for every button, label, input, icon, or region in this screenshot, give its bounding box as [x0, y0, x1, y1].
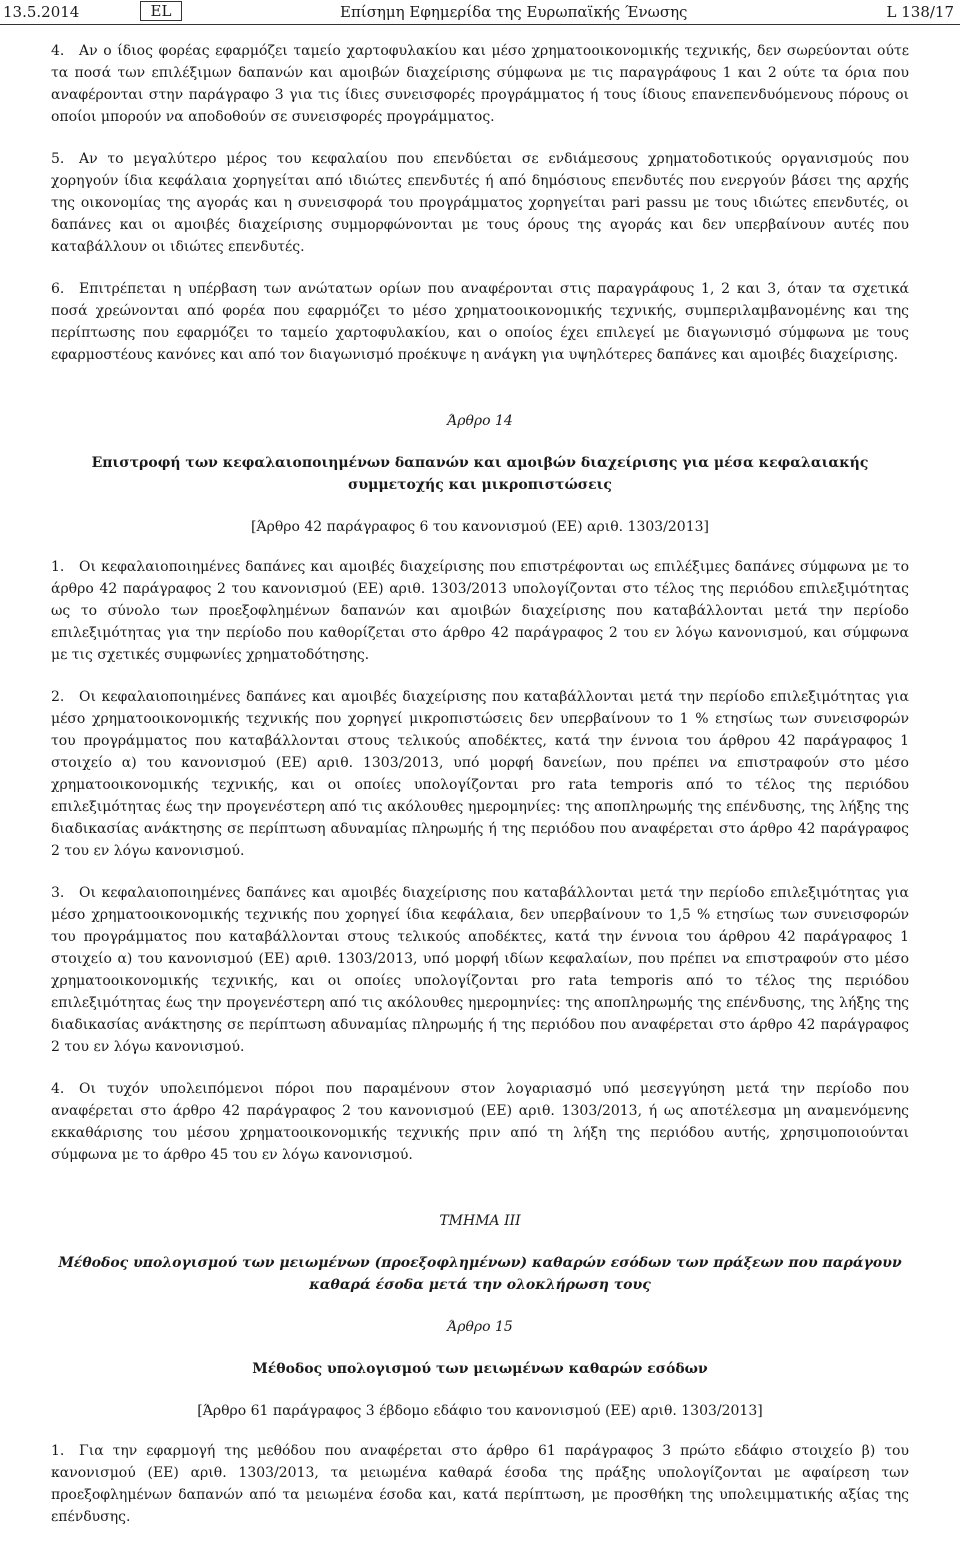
article14-paragraph-3	[51, 882, 909, 1058]
paragraph-number: 1.	[51, 559, 65, 575]
paragraph-number: 6.	[51, 281, 65, 297]
article14-label: Άρθρο 14	[447, 413, 513, 429]
paragraph-text: Οι τυχόν υπολειπόμενοι πόροι που παραμένουν στον λογαριασμό υπό μεσεγγύηση μετά την περίοδο που αναφέρεται στο άρθρο 42 παράγραφος 2 του κανονισμού (ΕΕ) αριθ. 1303/2013, ή ως αποτέλεσμα μη αναμενόμενης εκκαθάρισης του μέσου χρηματοοικονομικής τεχνικής πριν από τη λήξη της περιόδου αυτής, χρησιμοποιούνται σύμφωνα με το άρθρο 45 του εν λόγω κανονισμού.	[51, 1081, 909, 1163]
article13-paragraph-6	[51, 278, 909, 366]
paragraph-text: Για την εφαρμογή της μεθόδου που αναφέρεται στο άρθρο 61 παράγραφος 3 πρώτο εδάφιο στοιχείο β) του κανονισμού (ΕΕ) αριθ. 1303/2013, τα μειωμένα καθαρά έσοδα της πράξης υπολογίζονται με αφαίρεση των προεξοφλημένων δαπανών από τα μειωμένα έσοδα και, κατά περίπτωση, με προσθήκη της υπολειμματικής αξίας της επένδυσης.	[51, 1443, 909, 1525]
article14-paragraph-1	[51, 556, 909, 666]
paragraph-text: Οι κεφαλαιοποιημένες δαπάνες και αμοιβές διαχείρισης που καταβάλλονται μετά την περίοδο επιλεξιμότητας για μέσο χρηματοοικονομικής τεχνικής που χορηγεί ίδια κεφάλαια, δεν υπερβαίνουν το 1,5 % ετησίως των συνεισφορών του προγράμματος που καταβάλλονται στους τελικούς αποδέκτες, κατά την έννοια του άρθρου 42 παράγραφος 1 στοιχείο α) του κανονισμού (ΕΕ) αριθ. 1303/2013, υπό μορφή ιδίων κεφαλαίων, που πρέπει να επιστραφούν στο μέσο χρηματοοικονομικής τεχνικής, και οι οποίες υπολογίζονται pro rata temporis από το τέλος της περιόδου επιλεξιμότητας έως την προγενέστερη από τις ακόλουθες ημερομηνίες: της αποπληρωμής της επένδυσης, της λήξης της διαδικασίας ανάκτησης σε περίπτωση αδυναμίας πληρωμής ή της περιόδου που αναφέρεται στο άρθρο 42 παράγραφος 2 του εν λόγω κανονισμού.	[51, 885, 909, 1055]
language-code-box: EL	[140, 1, 182, 21]
paragraph-number: 1.	[51, 1443, 65, 1459]
paragraph-number: 3.	[51, 885, 65, 901]
article14-reference: [Άρθρο 42 παράγραφος 6 του κανονισμού (ΕΕ) αριθ. 1303/2013]	[251, 519, 709, 535]
paragraph-number: 5.	[51, 151, 65, 167]
article15-label: Άρθρο 15	[447, 1319, 513, 1335]
article15-paragraph-1	[51, 1440, 909, 1528]
page-header	[0, 0, 960, 26]
paragraph-number: 4.	[51, 43, 65, 59]
paragraph-number: 2.	[51, 689, 65, 705]
article14-paragraph-4	[51, 1078, 909, 1166]
journal-title: Επίσημη Εφημερίδα της Ευρωπαϊκής Ένωσης	[340, 3, 688, 21]
header-rule	[0, 24, 960, 25]
paragraph-text: Αν το μεγαλύτερο μέρος του κεφαλαίου που επενδύεται σε ενδιάμεσους χρηματοδοτικούς οργανισμούς που χορηγούν ίδια κεφάλαια χορηγείται από ιδιώτες επενδυτές ή από δημόσιους επενδυτές που ενεργούν βάσει της αρχής της οικονομίας της αγοράς και η συνεισφορά του προγράμματος χορηγείται pari passu με τους ιδιώτες επενδυτές, οι δαπάνες και οι αμοιβές διαχείρισης συμμορφώνονται με τους όρους της αγοράς και δεν υπερβαίνουν αυτές που καταβάλλουν οι ιδιώτες επενδυτές.	[51, 151, 909, 255]
page-number: L 138/17	[886, 3, 954, 21]
paragraph-text: Επιτρέπεται η υπέρβαση των ανώτατων ορίων που αναφέρονται στις παραγράφους 1, 2 και 3, όταν τα σχετικά ποσά χρεώνονται από φορέα που εφαρμόζει το μέσο χρηματοοικονομικής τεχνικής, συμπεριλαμβανομένης και της περίπτωσης που εφαρμόζει το ταμείο χαρτοφυλακίου, και ο οποίος έχει επιλεγεί με διαγωνισμό σύμφωνα με τους εφαρμοστέους κανόνες και από τον διαγωνισμό προέκυψε η ανάγκη για υψηλότερες δαπάνες και αμοιβές διαχείρισης.	[51, 281, 909, 363]
section3-title: Μέθοδος υπολογισμού των μειωμένων (προεξοφλημένων) καθαρών εσόδων των πράξεων που παράγουν καθαρά έσοδα μετά την ολοκλήρωση τους	[58, 1255, 902, 1293]
publication-date: 13.5.2014	[3, 3, 80, 21]
article14-paragraph-2	[51, 686, 909, 862]
paragraph-text: Οι κεφαλαιοποιημένες δαπάνες και αμοιβές διαχείρισης που καταβάλλονται μετά την περίοδο επιλεξιμότητας για μέσο χρηματοοικονομικής τεχνικής που χορηγεί μικροπιστώσεις δεν υπερβαίνουν το 1 % ετησίως των συνεισφορών του προγράμματος που καταβάλλονται στους τελικούς αποδέκτες, κατά την έννοια του άρθρου 42 παράγραφος 1 στοιχείο α) του κανονισμού (ΕΕ) αριθ. 1303/2013, υπό μορφή δανείων, που πρέπει να επιστραφούν στο μέσο χρηματοοικονομικής τεχνικής, και οι οποίες υπολογίζονται pro rata temporis από το τέλος της περιόδου επιλεξιμότητας έως την προγενέστερη από τις ακόλουθες ημερομηνίες: της αποπληρωμής της επένδυσης, της λήξης της διαδικασίας ανάκτησης σε περίπτωση αδυναμίας πληρωμής ή της περιόδου που αναφέρεται στο άρθρο 42 παράγραφος 2 του εν λόγω κανονισμού.	[51, 689, 909, 859]
article15-reference: [Άρθρο 61 παράγραφος 3 έβδομο εδάφιο του κανονισμού (ΕΕ) αριθ. 1303/2013]	[197, 1403, 763, 1419]
article13-paragraph-4	[51, 40, 909, 128]
article13-paragraph-5	[51, 148, 909, 258]
paragraph-text: Οι κεφαλαιοποιημένες δαπάνες και αμοιβές διαχείρισης που επιστρέφονται ως επιλέξιμες δαπάνες σύμφωνα με το άρθρο 42 παράγραφος 2 του κανονισμού (ΕΕ) αριθ. 1303/2013 υπολογίζονται στο τέλος της περιόδου επιλεξιμότητας ως το σύνολο των προεξοφλημένων δαπανών και αμοιβών διαχείρισης που καταβάλλονται μετά την περίοδο επιλεξιμότητας για την περίοδο που καθορίζεται στο άρθρο 42 παράγραφος 2 του εν λόγω κανονισμού, και σύμφωνα με τις σχετικές συμφωνίες χρηματοδότησης.	[51, 559, 909, 663]
document-body	[51, 40, 909, 1548]
article14-title: Επιστροφή των κεφαλαιοποιημένων δαπανών και αμοιβών διαχείρισης για μέσα κεφαλαιακής συμμετοχής και μικροπιστώσεις	[91, 455, 869, 493]
paragraph-text: Αν ο ίδιος φορέας εφαρμόζει ταμείο χαρτοφυλακίου και μέσο χρηματοοικονομικής τεχνικής, δεν σωρεύονται ούτε τα ποσά των επιλέξιμων δαπανών και αμοιβών διαχείρισης σύμφωνα με τις παραγράφους 1 και 2 ούτε τα όρια που αναφέρονται στην παράγραφο 3 για τις ίδιες συνεισφορές προγράμματος ή τους ίδιους επανεπενδυόμενους πόρους οι οποίοι μπορούν να αποδοθούν σε συνεισφορές προγράμματος.	[51, 43, 909, 125]
section3-label: ΤΜΗΜΑ III	[439, 1213, 521, 1229]
paragraph-number: 4.	[51, 1081, 65, 1097]
article15-title: Μέθοδος υπολογισμού των μειωμένων καθαρών εσόδων	[252, 1361, 708, 1377]
